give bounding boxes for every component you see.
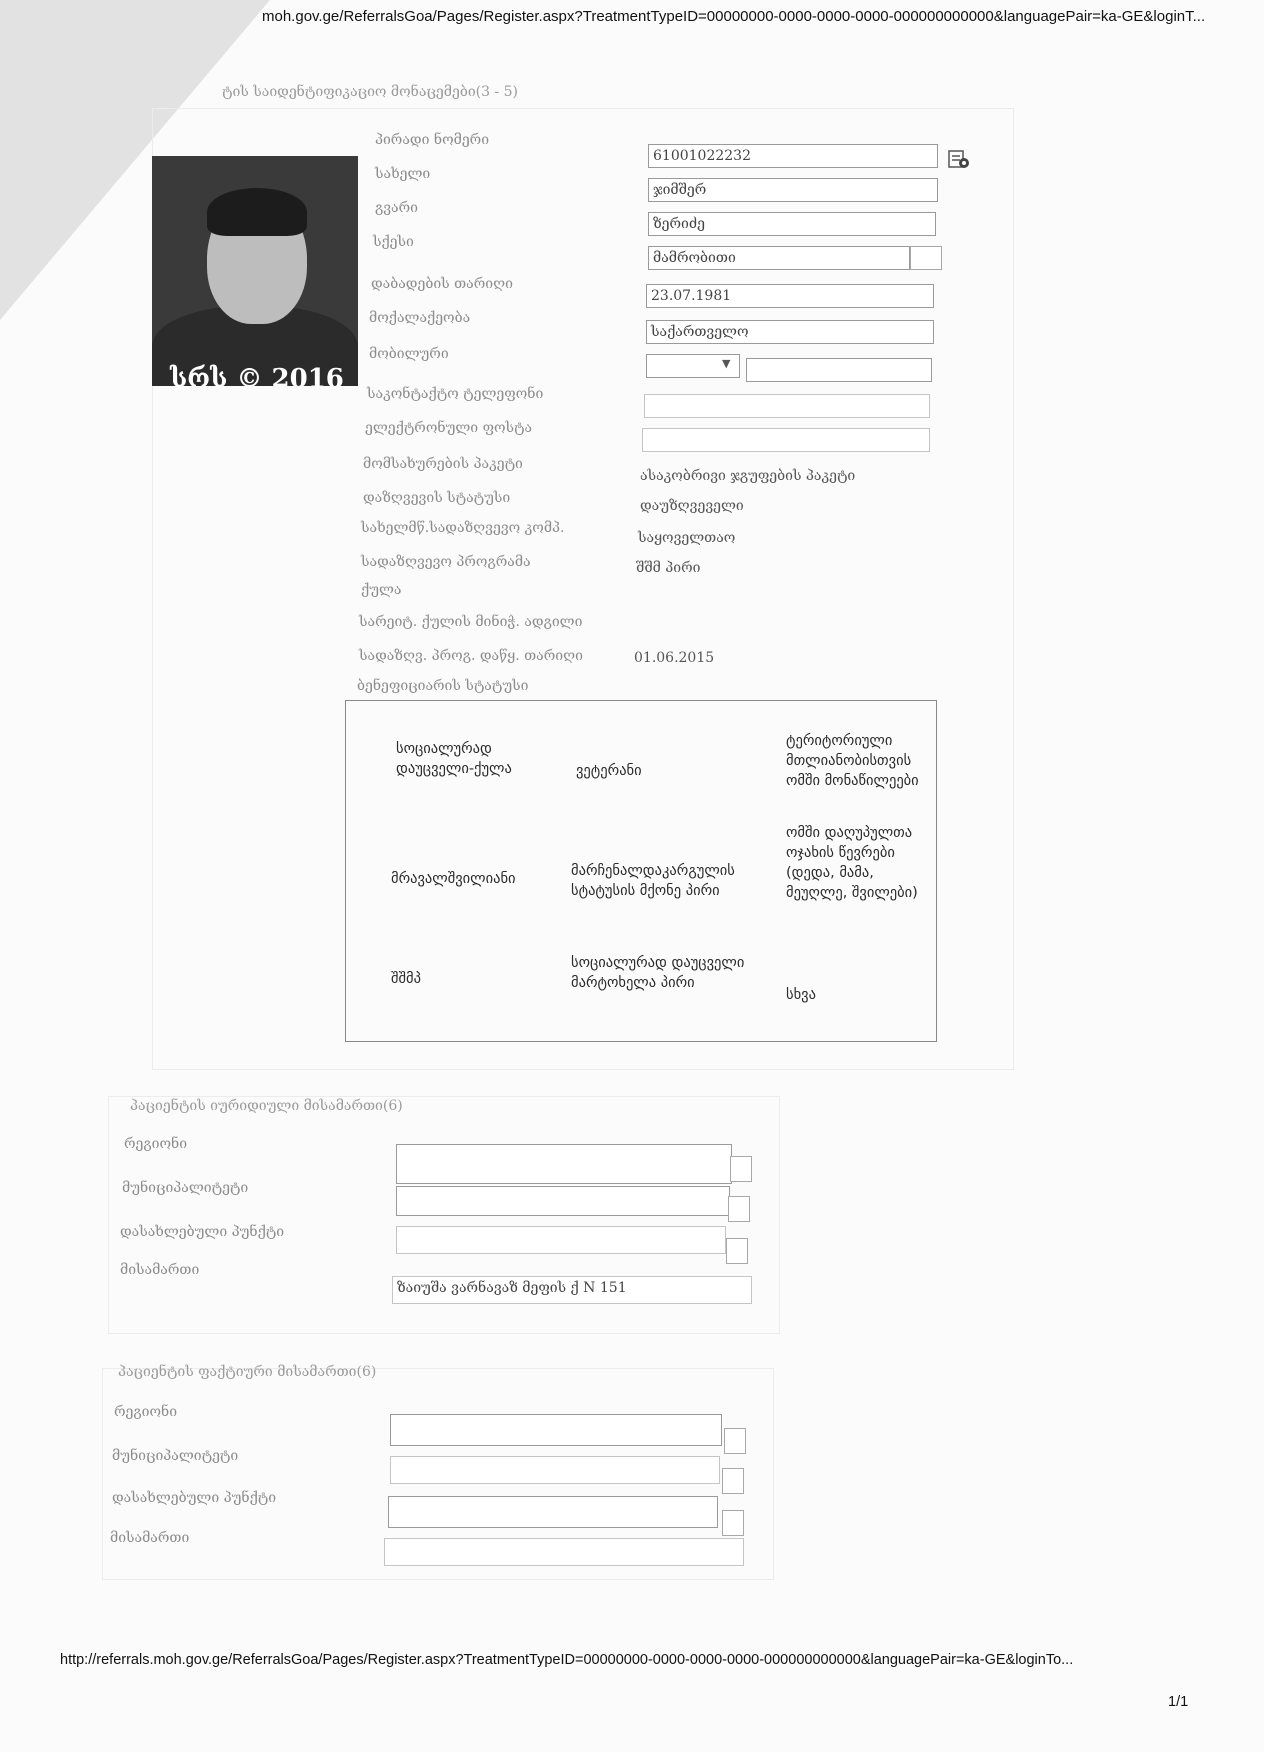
insurance-program-value: შშმ პირი xyxy=(636,560,701,576)
email-field[interactable] xyxy=(642,428,930,452)
legal-region-select[interactable] xyxy=(396,1144,732,1184)
gender-label: სქესი xyxy=(373,234,414,250)
beneficiary-option[interactable]: ვეტერანი xyxy=(576,763,642,779)
first-name-label: სახელი xyxy=(375,166,431,182)
last-name-field[interactable]: ზერიძე xyxy=(648,212,936,236)
score-place-label: სარეიტ. ქულის მინიჭ. ადგილი xyxy=(359,614,583,630)
gender-select[interactable]: მამრობითი xyxy=(648,246,910,270)
patient-photo xyxy=(152,156,358,386)
actual-region-select[interactable] xyxy=(390,1414,722,1446)
actual-address-field[interactable] xyxy=(384,1538,744,1566)
actual-address-heading: პაციენტის ფაქტიური მისამართი(6) xyxy=(118,1364,377,1380)
page-count: 1/1 xyxy=(1168,1694,1189,1710)
program-start-label: სადაზღვ. პროგ. დაწყ. თარიღი xyxy=(359,648,583,664)
actual-region-label: რეგიონი xyxy=(114,1404,178,1420)
actual-settlement-select[interactable] xyxy=(388,1496,718,1528)
service-package-value: ასაკობრივი ჯგუფების პაკეტი xyxy=(640,468,856,484)
beneficiary-option[interactable]: სხვა xyxy=(786,987,816,1003)
actual-address-label: მისამართი xyxy=(110,1530,190,1546)
beneficiary-option[interactable]: მრავალშვილიანი xyxy=(391,871,516,887)
legal-region-label: რეგიონი xyxy=(124,1136,188,1152)
legal-settlement-select[interactable] xyxy=(396,1226,726,1254)
insurance-company-label: სახელმწ.სადაზღვევო კომპ. xyxy=(361,520,565,536)
chevron-down-icon[interactable]: ▼ xyxy=(722,357,731,370)
top-url: moh.gov.ge/ReferralsGoa/Pages/Register.aspx?TreatmentTypeID=00000000-0000-0000-0000-000000000000&languagePair=ka-GE&loginT... xyxy=(262,8,1206,25)
id-card-icon[interactable] xyxy=(948,148,970,174)
birth-date-label: დაბადების თარიღი xyxy=(371,276,513,292)
beneficiary-status-table xyxy=(345,700,937,1042)
service-package-label: მომსახურების პაკეტი xyxy=(363,456,523,472)
photo-watermark: სრს © 2016 xyxy=(170,364,344,386)
photo-hair xyxy=(207,188,307,236)
insurance-program-label: სადაზღვევო პროგრამა xyxy=(361,554,531,570)
beneficiary-option[interactable]: სოციალურად დაუცველი მარტოხელა პირი xyxy=(571,955,745,991)
insurance-status-label: დაზღვევის სტატუსი xyxy=(363,490,511,506)
actual-settlement-label: დასახლებული პუნქტი xyxy=(112,1490,277,1506)
beneficiary-option[interactable]: სოციალურად დაუცველი-ქულა xyxy=(396,741,512,777)
last-name-label: გვარი xyxy=(375,200,418,216)
legal-address-label: მისამართი xyxy=(120,1262,200,1278)
first-name-field[interactable]: ჯიმშერ xyxy=(648,178,938,202)
insurance-status-value: დაუზღვეველი xyxy=(640,498,744,514)
contact-phone-field[interactable] xyxy=(644,394,930,418)
actual-municipality-dropdown-button[interactable] xyxy=(722,1468,744,1494)
identification-heading: ტის საიდენტიფიკაციო მონაცემები(3 - 5) xyxy=(222,84,519,100)
beneficiary-status-label: ბენეფიციარის სტატუსი xyxy=(357,678,529,694)
legal-address-field[interactable]: ზაიუშა ვარნავაზ მეფის ქ N 151 xyxy=(392,1276,752,1304)
program-start-value: 01.06.2015 xyxy=(634,650,715,666)
beneficiary-option[interactable]: შშმპ xyxy=(391,971,421,987)
mobile-label: მობილური xyxy=(369,346,449,362)
legal-address-heading: პაციენტის იურიდიული მისამართი(6) xyxy=(130,1098,403,1114)
citizenship-field[interactable]: საქართველო xyxy=(646,320,934,344)
actual-settlement-dropdown-button[interactable] xyxy=(722,1510,744,1536)
gender-dropdown-button[interactable] xyxy=(910,246,942,270)
legal-settlement-label: დასახლებული პუნქტი xyxy=(120,1224,285,1240)
email-label: ელექტრონული ფოსტა xyxy=(365,420,533,436)
personal-number-label: პირადი ნომერი xyxy=(375,132,490,148)
beneficiary-option[interactable]: ტერიტორიული მთლიანობისთვის ომში მონაწილეები xyxy=(786,733,919,789)
contact-phone-label: საკონტაქტო ტელეფონი xyxy=(367,386,544,402)
legal-region-dropdown-button[interactable] xyxy=(730,1156,752,1182)
legal-municipality-select[interactable] xyxy=(396,1186,730,1216)
mobile-field[interactable] xyxy=(746,358,932,382)
bottom-url: http://referrals.moh.gov.ge/ReferralsGoa/Pages/Register.aspx?TreatmentTypeID=00000000-0000-0000-0000-000000000000&languagePair=ka-GE&loginTo... xyxy=(60,1652,1074,1668)
legal-municipality-label: მუნიციპალიტეტი xyxy=(122,1180,249,1196)
personal-number-field[interactable]: 61001022232 xyxy=(648,144,938,168)
beneficiary-option[interactable]: მარჩენალდაკარგულის სტატუსის მქონე პირი xyxy=(571,863,735,899)
insurance-company-value: საყოველთაო xyxy=(638,530,736,546)
actual-region-dropdown-button[interactable] xyxy=(724,1428,746,1454)
legal-settlement-dropdown-button[interactable] xyxy=(726,1238,748,1264)
legal-municipality-dropdown-button[interactable] xyxy=(728,1196,750,1222)
birth-date-field[interactable]: 23.07.1981 xyxy=(646,284,934,308)
actual-municipality-label: მუნიციპალიტეტი xyxy=(112,1448,239,1464)
citizenship-label: მოქალაქეობა xyxy=(369,310,471,326)
score-label: ქულა xyxy=(361,582,402,598)
actual-municipality-select[interactable] xyxy=(390,1456,720,1484)
beneficiary-option[interactable]: ომში დაღუპულთა ოჯახის წევრები (დედა, მამა, მეუღლე, შვილები) xyxy=(786,825,918,901)
